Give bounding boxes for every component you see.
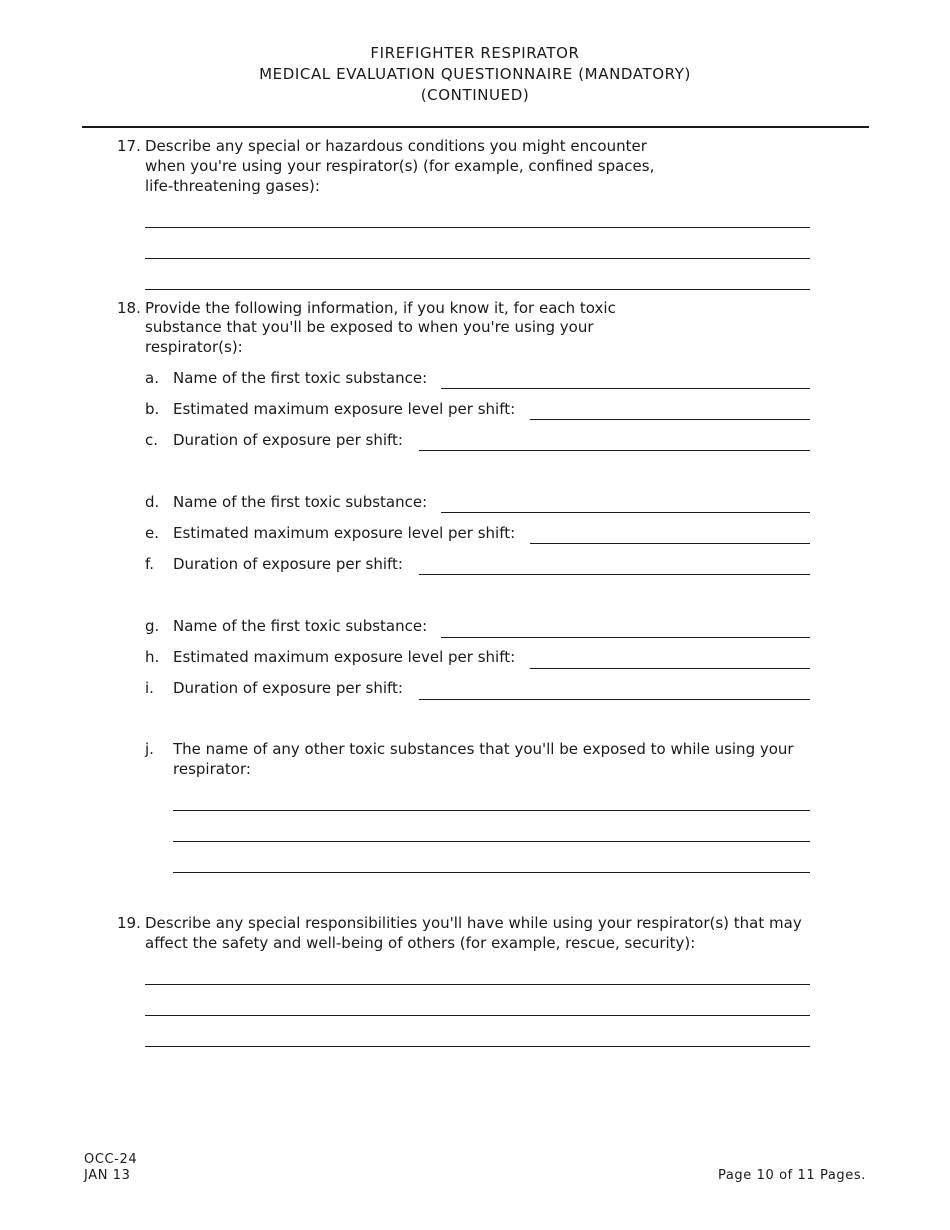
q18j-answer-line-3[interactable] (173, 850, 810, 872)
form-date: JAN 13 (84, 1168, 131, 1183)
q18-item-label: Estimated maximum exposure level per shift: (173, 524, 516, 542)
q18-item-letter: a. (145, 369, 159, 387)
q18-number: 18. (117, 299, 141, 317)
q19-number: 19. (117, 914, 141, 932)
q18j-answer-rule-1 (173, 810, 810, 811)
q17-answer-rule-3 (145, 289, 810, 290)
q18j-text-line-1: The name of any other toxic substances that you'll be exposed to while using your (173, 740, 794, 758)
q17-answer-rule-2 (145, 258, 810, 259)
q19-answer-line-1[interactable] (145, 962, 810, 984)
q17-answer-rule-1 (145, 227, 810, 228)
q18-item-label: Estimated maximum exposure level per shift: (173, 648, 516, 666)
q18-item-label: Duration of exposure per shift: (173, 431, 403, 449)
q18-item-label: Name of the first toxic substance: (173, 493, 428, 511)
q17-number: 17. (117, 137, 141, 155)
q18-item-letter: b. (145, 400, 160, 418)
q18c-rule (419, 450, 810, 451)
q18-item-letter: e. (145, 524, 159, 542)
q17-text-line-1: Describe any special or hazardous conditions you might encounter (145, 137, 647, 155)
q18a-substance-name-input[interactable] (441, 366, 810, 388)
page-number: Page 10 of 11 Pages. (718, 1168, 866, 1183)
q17-answer-line-1[interactable] (145, 205, 810, 227)
q18j-letter: j. (145, 740, 154, 758)
form-code: OCC-24 (84, 1152, 138, 1167)
q18i-duration-input[interactable] (419, 676, 810, 698)
q19-text-line-1: Describe any special responsibilities you'll have while using your respirator(s) that may (145, 914, 802, 932)
form-title (0, 43, 950, 106)
q18f-rule (419, 574, 810, 575)
q18j-text-line-2: respirator: (173, 760, 251, 778)
q18g-rule (441, 637, 810, 638)
q18-item-label: Estimated maximum exposure level per shift: (173, 400, 516, 418)
q18-item-letter: f. (145, 555, 154, 573)
title-line-3: (CONTINUED) (420, 86, 530, 104)
q19-answer-rule-2 (145, 1015, 810, 1016)
q19-answer-line-3[interactable] (145, 1024, 810, 1046)
q19-text-line-2: affect the safety and well-being of others (for example, rescue, security): (145, 934, 696, 952)
q19-answer-line-2[interactable] (145, 993, 810, 1015)
title-line-2: MEDICAL EVALUATION QUESTIONNAIRE (MANDATORY) (259, 65, 691, 83)
q17-text-line-2: when you're using your respirator(s) (for example, confined spaces, (145, 157, 655, 175)
q18d-substance-name-input[interactable] (441, 490, 810, 512)
q18-text-line-2: substance that you'll be exposed to when you're using your (145, 318, 594, 336)
q18j-answer-rule-3 (173, 872, 810, 873)
q18h-rule (530, 668, 810, 669)
header-divider (82, 126, 869, 128)
q18-item-label: Duration of exposure per shift: (173, 555, 403, 573)
q18e-exposure-level-input[interactable] (530, 521, 810, 543)
q18-item-letter: i. (145, 679, 154, 697)
q18-text-line-3: respirator(s): (145, 338, 243, 356)
q18f-duration-input[interactable] (419, 552, 810, 574)
q18-item-letter: d. (145, 493, 160, 511)
q17-answer-line-3[interactable] (145, 267, 810, 289)
q18j-answer-line-2[interactable] (173, 819, 810, 841)
q18-item-letter: g. (145, 617, 160, 635)
q18a-rule (441, 388, 810, 389)
q18i-rule (419, 699, 810, 700)
q18e-rule (530, 543, 810, 544)
q18b-rule (530, 419, 810, 420)
q17-text-line-3: life-threatening gases): (145, 177, 320, 195)
q18-text-line-1: Provide the following information, if you know it, for each toxic (145, 299, 616, 317)
q18-item-letter: c. (145, 431, 159, 449)
q18h-exposure-level-input[interactable] (530, 645, 810, 667)
q18j-answer-rule-2 (173, 841, 810, 842)
q18g-substance-name-input[interactable] (441, 614, 810, 636)
q18-item-letter: h. (145, 648, 160, 666)
q17-answer-line-2[interactable] (145, 236, 810, 258)
q18-item-label: Duration of exposure per shift: (173, 679, 403, 697)
q18c-duration-input[interactable] (419, 428, 810, 450)
q18d-rule (441, 512, 810, 513)
q18j-answer-line-1[interactable] (173, 788, 810, 810)
title-line-1: FIREFIGHTER RESPIRATOR (370, 44, 580, 62)
q19-answer-rule-3 (145, 1046, 810, 1047)
q19-answer-rule-1 (145, 984, 810, 985)
q18-item-label: Name of the first toxic substance: (173, 617, 428, 635)
q18-item-label: Name of the first toxic substance: (173, 369, 428, 387)
q18b-exposure-level-input[interactable] (530, 397, 810, 419)
